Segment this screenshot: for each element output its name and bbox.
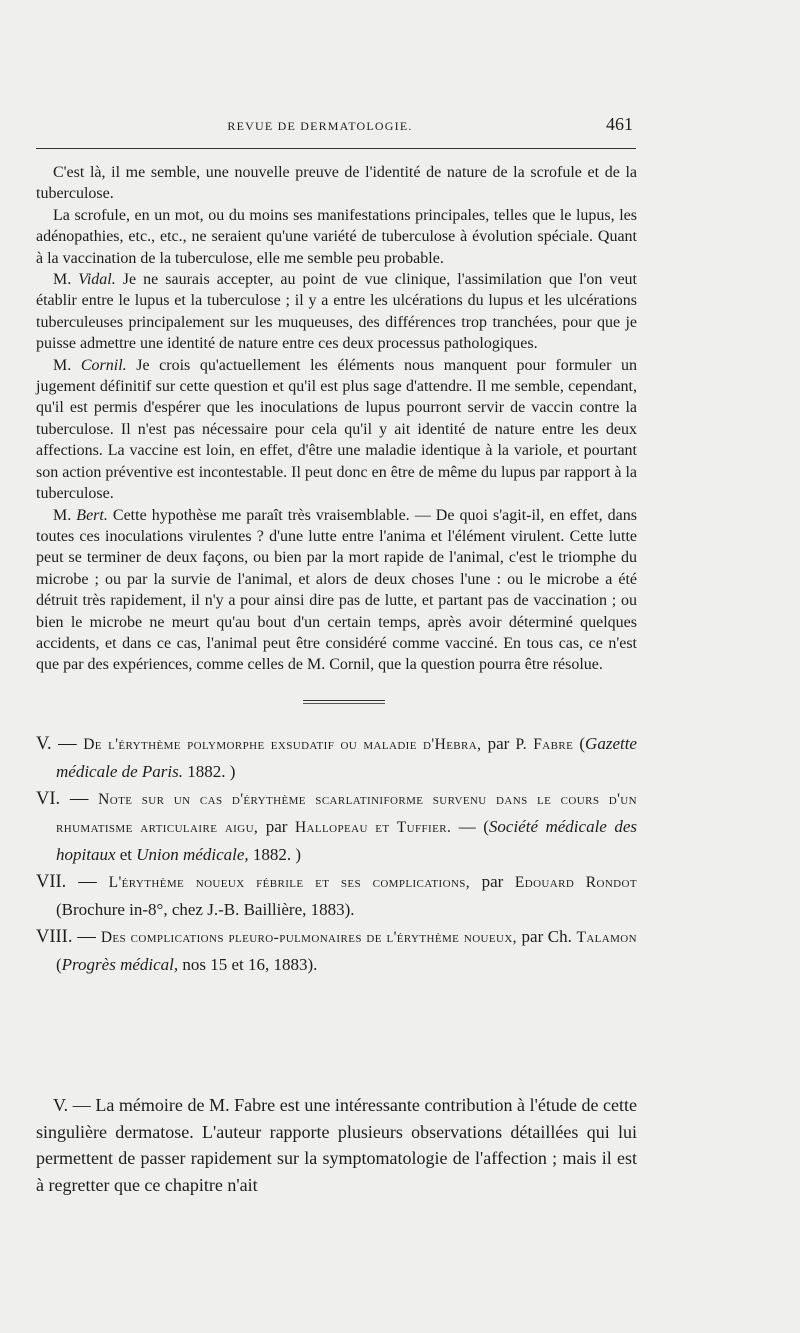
reference-vii xyxy=(36,868,637,923)
review-text: V. — La mémoire de M. Fabre est une intéressante contribution à l'étude de cette singulière dermatose. L'auteur rapporte plusieurs observations détaillées qui lui permettent de passer rapidement sur la symptomatologie de l'affection ; mais il est à regretter que ce chapitre n'ait xyxy=(36,1095,637,1195)
review-paragraph xyxy=(36,1092,637,1198)
reference-vi xyxy=(36,785,637,868)
ref-source: Gazette médicale de Paris. xyxy=(56,733,637,781)
discussion-text xyxy=(36,162,637,978)
speaker-prefix: M. xyxy=(53,271,79,289)
ref-by: par Ch. xyxy=(516,926,577,946)
paragraph-2: La scrofule, en un mot, ou du moins ses manifestations principales, telles que le lupus, les adénopathies, etc., etc., ne seraient qu'une variété de tuberculose à évolution spéciale. Quant à la vaccination de la tuberculose, elle me semble peu probable. xyxy=(36,206,637,267)
ref-source: Société médicale des hopitaux xyxy=(56,816,638,864)
reference-viii xyxy=(36,923,637,978)
ref-title: L'érythème noueux fébrile et ses complications, xyxy=(108,873,471,891)
ref-author: Hallopeau et Tuffier. xyxy=(294,818,452,836)
paragraph-cornil xyxy=(36,355,637,505)
speaker-prefix: M. xyxy=(53,356,81,374)
ref-author: P. Fabre xyxy=(515,735,574,753)
paragraph-vidal xyxy=(36,269,637,355)
ref-paren: ( xyxy=(573,733,586,753)
speaker-text: Je ne saurais accepter, au point de vue clinique, l'assimilation que l'on veut établir entre le lupus et la tuberculose ; il y a entre les ulcérations du lupus et les ulcérations tuberculeuses principalement sur les muqueuses, des différences trop tranchées, pour que je puisse admettre une identité de nature entre ces deux processus pathologiques. xyxy=(36,271,637,353)
reference-list xyxy=(36,730,637,978)
speaker-name: Bert. xyxy=(76,506,108,524)
speaker-text: Je crois qu'actuellement les éléments nous manquent pour formuler un jugement définitif sur cette question et qu'il est plus sage d'attendre. Il me semble, cependant, qu'il est permis d'espérer que les inoculations de lupus pourront servir de vaccin contre la tuberculose. Il n'est pas nécessaire pour cela qu'il y ait identité de nature entre les deux affections. La vaccine est loin, en effet, d'être une maladie identique à la variole, et pourtant son action préventive est incontestable. Il peut donc en être de même du lupus par rapport à la tuberculose. xyxy=(36,356,638,503)
ref-tail: 1882. ) xyxy=(183,761,236,781)
ref-tail: (Brochure in-8°, chez J.-B. Baillière, 1883). xyxy=(56,899,355,919)
ref-source: Progrès médical, xyxy=(61,954,179,974)
speaker-text: Cette hypothèse me paraît très vraisemblable. — De quoi s'agit-il, en effet, dans toutes ces inoculations virulentes ? d'une lutte entre l'anima et l'élément virulent. Cette lutte peut se terminer de deux façons, ou bien par la mort rapide de l'animal, c'est le triomphe du microbe ; ou par la survie de l'animal, et alors de deux choses l'une : ou le microbe a été détruit très rapidement, il n'y a pour ainsi dire pas de lutte, et partant pas de vaccination ; ou bien le microbe ne meurt qu'au bout d'un certain temps, après avoir déterminé quelques accidents, et dans ce cas, l'animal peut être considéré comme vacciné. En tous cas, ce n'est que par des expériences, comme celles de M. Cornil, que la question pourra être résolue. xyxy=(36,506,637,674)
speaker-prefix: M. xyxy=(53,506,77,524)
speaker-name: Vidal. xyxy=(78,271,116,289)
ref-by: par xyxy=(258,816,295,836)
ref-number: VII. — xyxy=(36,871,109,892)
section-separator xyxy=(303,700,385,704)
ref-tail: 1882. ) xyxy=(248,844,302,864)
header-rule xyxy=(36,148,636,149)
ref-title: Des complications pleuro-pulmonaires de l'érythème noueux, xyxy=(100,928,517,946)
ref-author: Talamon xyxy=(576,928,637,946)
paragraph-1: C'est là, il me semble, une nouvelle preuve de l'identité de nature de la scrofule et de la tuberculose. xyxy=(36,164,637,203)
ref-title: De l'érythème polymorphe exsudatif ou maladie d'Hebra, xyxy=(83,735,482,753)
ref-by: par xyxy=(481,733,516,753)
ref-number: V. — xyxy=(36,733,84,754)
paragraph-bert xyxy=(36,505,637,676)
ref-paren: ( xyxy=(56,954,62,974)
page-number: 461 xyxy=(606,114,633,134)
ref-number: VIII. — xyxy=(36,926,101,947)
ref-number: VI. — xyxy=(36,788,99,809)
ref-by: par xyxy=(470,871,515,891)
ref-source-2: Union médicale, xyxy=(136,844,249,864)
ref-title: Note sur un cas d'érythème scarlatiniforme survenu dans le cours d'un rhumatisme articulaire aigu, xyxy=(56,790,637,836)
ref-author: Edouard Rondot xyxy=(514,873,637,891)
speaker-name: Cornil. xyxy=(80,356,127,374)
ref-tail: nos 15 et 16, 1883). xyxy=(178,954,318,974)
running-head: REVUE DE DERMATOLOGIE. xyxy=(227,119,413,133)
ref-dash: — ( xyxy=(451,816,489,836)
reference-v xyxy=(36,730,637,785)
ref-and: et xyxy=(115,844,137,864)
